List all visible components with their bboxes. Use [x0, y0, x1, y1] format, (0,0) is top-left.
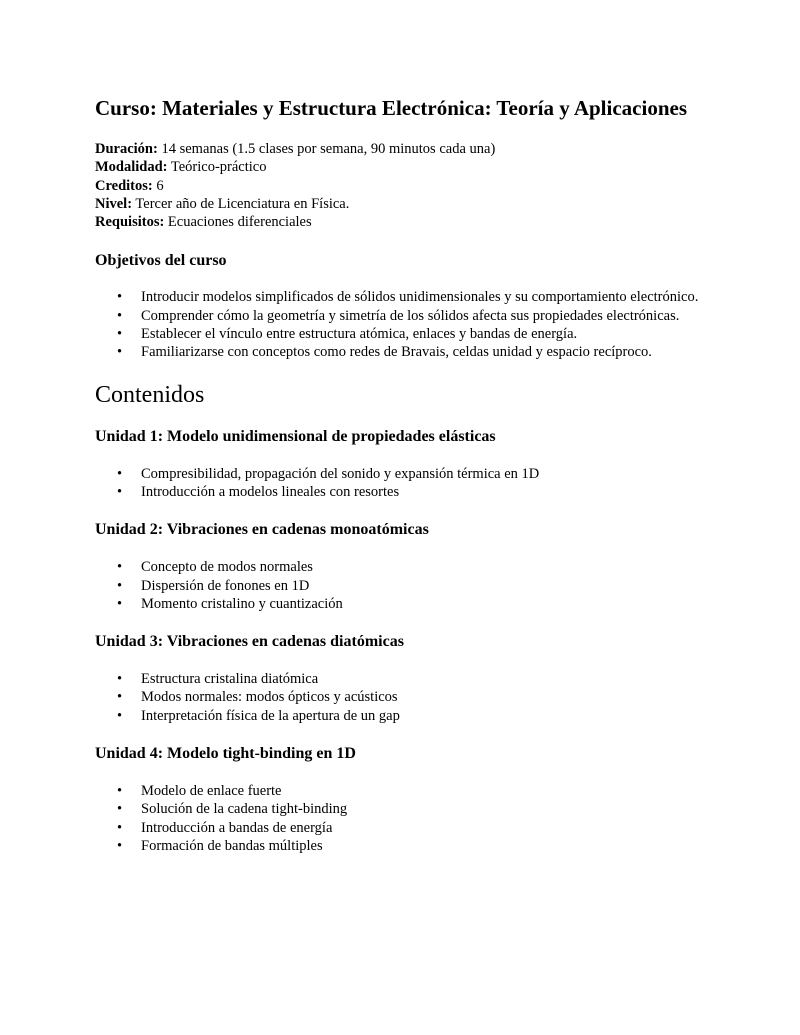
list-item: • Modelo de enlace fuerte	[141, 782, 715, 800]
course-title: Curso: Materiales y Estructura Electrónica: Teoría y Aplicaciones	[95, 96, 687, 120]
course-meta	[95, 140, 715, 231]
unit-2-list	[95, 558, 715, 613]
unit-3-list	[95, 670, 715, 725]
list-item: • Dispersión de fonones en 1D	[141, 577, 715, 595]
list-item: • Establecer el vínculo entre estructura atómica, enlaces y bandas de energía.	[141, 325, 715, 343]
meta-duration: Duración: 14 semanas (1.5 clases por semana, 90 minutos cada una)	[95, 141, 496, 157]
meta-credits: Creditos: 6	[95, 177, 164, 194]
unit-3-title: Unidad 3: Vibraciones en cadenas diatómicas	[95, 633, 404, 651]
contents-heading: Contenidos	[95, 381, 205, 408]
list-item: • Comprender cómo la geometría y simetría de los sólidos afecta sus propiedades electrónicas.	[141, 307, 715, 325]
list-item: • Solución de la cadena tight-binding	[141, 800, 715, 818]
list-item: • Momento cristalino y cuantización	[141, 595, 715, 613]
list-item: • Estructura cristalina diatómica	[141, 670, 715, 688]
objectives-heading: Objetivos del curso	[95, 252, 227, 270]
meta-prerequisites: Requisitos: Ecuaciones diferenciales	[95, 214, 312, 231]
list-item: • Compresibilidad, propagación del sonido y expansión térmica en 1D	[141, 465, 715, 483]
meta-level: Nivel: Tercer año de Licenciatura en Física.	[95, 195, 350, 212]
list-item: • Introducción a bandas de energía	[141, 819, 715, 837]
list-item: • Interpretación física de la apertura de un gap	[141, 707, 715, 725]
list-item: • Formación de bandas múltiples	[141, 837, 715, 855]
list-item: • Concepto de modos normales	[141, 558, 715, 576]
list-item: • Modos normales: modos ópticos y acústicos	[141, 688, 715, 706]
unit-4-list	[95, 782, 715, 855]
unit-1-list	[95, 465, 715, 502]
document-page	[95, 94, 715, 855]
unit-1-title: Unidad 1: Modelo unidimensional de propiedades elásticas	[95, 427, 496, 445]
unit-4-title: Unidad 4: Modelo tight-binding en 1D	[95, 745, 356, 763]
unit-2-title: Unidad 2: Vibraciones en cadenas monoatómicas	[95, 521, 429, 539]
list-item: • Introducir modelos simplificados de sólidos unidimensionales y su comportamiento electrónico.	[141, 288, 715, 306]
list-item: • Familiarizarse con conceptos como redes de Bravais, celdas unidad y espacio recíproco.	[141, 343, 715, 361]
objectives-list	[95, 288, 715, 361]
meta-modality: Modalidad: Teórico-práctico	[95, 159, 267, 176]
list-item: • Introducción a modelos lineales con resortes	[141, 483, 715, 501]
